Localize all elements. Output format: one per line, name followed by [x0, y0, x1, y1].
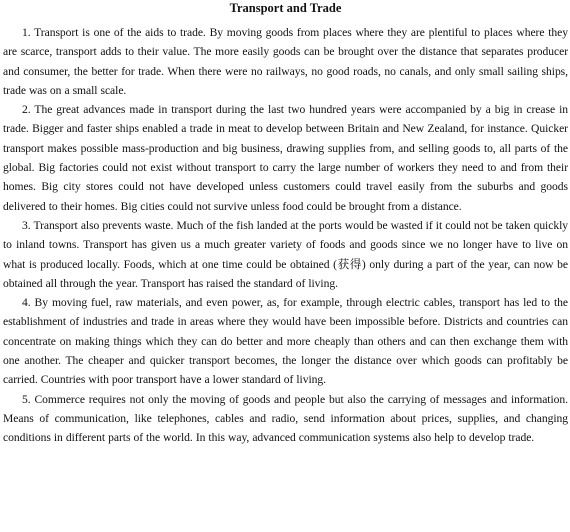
paragraph-3: 3. Transport also prevents waste. Much of the fish landed at the ports would be wasted if it could not be taken quickly to inland towns. Transport has given us a much greater variety of foods and goods since we no longer have to live on what is produced locally. Foods, which at one time could be obtained (获得) only during a part of the year, can now be obtained all through the year. Transport has raised the standard of living. — [3, 218, 568, 290]
paragraph-2: 2. The great advances made in transport during the last two hundred years were accompanied by a big in crease in trade. Bigger and faster ships enabled a trade in meat to develop between Britain and New Zealand, for instance. Quicker transport makes possible mass-production and big business, drawing supplies from, and selling goods to, all parts of the global. Big factories could not exist without transport to carry the large number of workers they need to and from their homes. Big city stores could not have developed unless customers could travel easily from the suburbs and goods delivered to their homes. Big cities could not survive unless food could be brought from a distance. — [3, 103, 568, 213]
paragraph-1: 1. Transport is one of the aids to trade. By moving goods from places where they are plentiful to places where they are scarce, transport adds to their value. The more easily goods can be brought over the distance that separates producer and consumer, the better for trade. When there were no railways, no good roads, no canals, and only small sailing ships, trade was on a small scale. — [3, 26, 568, 97]
document-title: Transport and Trade — [229, 1, 342, 15]
paragraph-5: 5. Commerce requires not only the moving of goods and people but also the carrying of messages and information. Means of communication, like telephones, cables and radio, send information about prices, supplies, and changing conditions in different parts of the world. In this way, advanced communication systems also help to develop trade. — [3, 392, 568, 445]
paragraph-4: 4. By moving fuel, raw materials, and even power, as, for example, through electric cables, transport has led to the establishment of industries and trade in areas where they would have been impossible before. Districts and countries can concentrate on making things which they can do better and more cheaply than others and can then exchange them with one another. The cheaper and quicker transport becomes, the longer the distance over which goods can profitably be carried. Countries with poor transport have a lower standard of living. — [3, 296, 568, 387]
